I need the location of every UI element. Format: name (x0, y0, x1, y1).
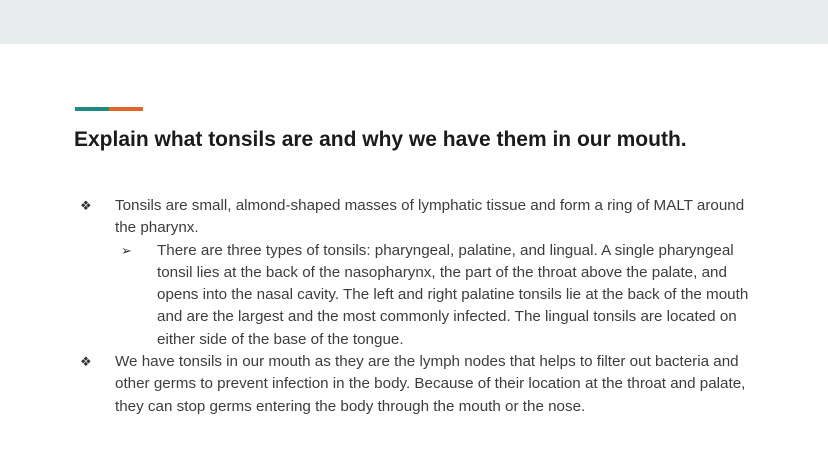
arrow-bullet-icon: ➢ (121, 242, 132, 258)
diamond-bullet-icon: ❖ (80, 198, 92, 213)
diamond-bullet-icon: ❖ (80, 354, 92, 370)
bullet-item-tonsils-definition (0, 195, 828, 240)
bullet-item-tonsils-purpose (0, 351, 828, 418)
sub-bullet-text: There are three types of tonsils: pharyngeal, palatine, and lingual. A single pharyngeal tonsil lies at the back of the nasopharynx, the part of the throat above the palate, and opens into the nasal cavity. The left and right palatine tonsils lie at the back of the mouth and are the largest and the most commonly infected. The lingual tonsils are located on either side of the base of the tongue. (157, 241, 749, 348)
bullet-text: Tonsils are small, almond-shaped masses of lymphatic tissue and form a ring of MALT around the pharynx. (115, 197, 745, 237)
slide-title: Explain what tonsils are and why we have them in our mouth. (74, 128, 687, 151)
bullet-text: We have tonsils in our mouth as they are the lymph nodes that helps to filter out bacteria and other germs to prevent infection in the body. Because of their location at the throat and palate, they can stop germs entering the body through the mouth or the nose. (115, 353, 746, 415)
sub-bullet-item-tonsil-types (0, 240, 828, 351)
accent-segment-teal (75, 107, 109, 111)
title-accent-bar (75, 107, 143, 111)
slide-body (0, 195, 828, 418)
accent-segment-orange (109, 107, 143, 111)
top-header-band (0, 0, 828, 44)
